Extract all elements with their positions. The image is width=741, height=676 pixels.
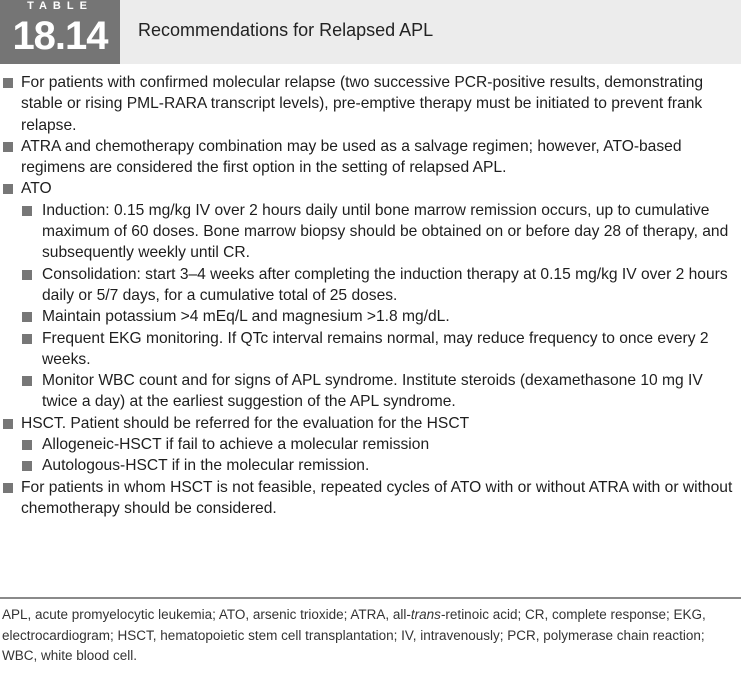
list-item-text: Autologous-HSCT if in the molecular remission. bbox=[42, 457, 370, 475]
list-item bbox=[0, 136, 741, 179]
list-item-text: Allogeneic-HSCT if fail to achieve a molecular remission bbox=[42, 436, 430, 454]
square-bullet-icon bbox=[22, 206, 32, 216]
list-item-text: Maintain potassium >4 mEq/L and magnesium >1.8 mg/dL. bbox=[42, 308, 450, 326]
list-item-text: Induction: 0.15 mg/kg IV over 2 hours daily until bone marrow remission occurs, up to cumulative maximum of 60 doses. Bone marrow biopsy should be obtained on or before day 28 of therapy, and subsequently weekly until CR. bbox=[42, 201, 729, 262]
square-bullet-icon bbox=[22, 312, 32, 322]
recommendation-list bbox=[0, 72, 741, 519]
footnote-text-end: -retinoic acid; CR, complete response; EKG, electrocardiogram; HSCT, hematopoietic stem cell transplantation; IV, intravenously; PCR, polymerase chain reaction; WBC, white blood cell. bbox=[2, 607, 706, 663]
list-item-text: HSCT. Patient should be referred for the evaluation for the HSCT bbox=[21, 414, 470, 432]
square-bullet-icon bbox=[3, 483, 13, 493]
table-number: 18.14 bbox=[12, 14, 108, 58]
sub-list-item bbox=[0, 200, 741, 264]
list-item-text: For patients with confirmed molecular relapse (two successive PCR-positive results, demonstrating stable or rising PML-RARA transcript levels), pre-emptive therapy must be initiated to prevent frank relapse. bbox=[21, 74, 704, 134]
square-bullet-icon bbox=[22, 440, 32, 450]
footnote-divider bbox=[0, 597, 741, 599]
table-title: Recommendations for Relapsed APL bbox=[138, 20, 434, 40]
table-label: TABLE bbox=[27, 0, 93, 12]
table-number-badge bbox=[0, 0, 120, 64]
sub-list-item bbox=[0, 328, 741, 371]
square-bullet-icon bbox=[3, 142, 13, 152]
table-header bbox=[0, 0, 741, 64]
list-item-text: Monitor WBC count and for signs of APL syndrome. Institute steroids (dexamethasone 10 mg IV twice a day) at the earliest suggestion of the APL syndrome. bbox=[42, 372, 703, 411]
square-bullet-icon bbox=[22, 461, 32, 471]
list-item-text: For patients in whom HSCT is not feasible, repeated cycles of ATO with or without ATRA with or without chemotherapy should be considered. bbox=[21, 478, 733, 517]
list-item-text: ATO bbox=[21, 180, 52, 198]
sub-list-item bbox=[0, 434, 741, 455]
list-item bbox=[0, 72, 741, 136]
square-bullet-icon bbox=[3, 419, 13, 429]
sub-list-item bbox=[0, 455, 741, 476]
list-item bbox=[0, 413, 741, 434]
list-item bbox=[0, 477, 741, 520]
abbreviations-footnote bbox=[2, 605, 738, 667]
square-bullet-icon bbox=[22, 270, 32, 280]
footnote-text-start: APL, acute promyelocytic leukemia; ATO, arsenic trioxide; ATRA, all- bbox=[2, 607, 411, 622]
sub-list-item bbox=[0, 306, 741, 327]
list-item-text: ATRA and chemotherapy combination may be used as a salvage regimen; however, ATO-based regimens are considered the first option in the setting of relapsed APL. bbox=[21, 137, 682, 177]
square-bullet-icon bbox=[3, 184, 13, 194]
sub-list-item bbox=[0, 264, 741, 307]
list-item-text: Consolidation: start 3–4 weeks after completing the induction therapy at 0.15 mg/kg IV over 2 hours daily or 5/7 days, for a cumulative total of 25 doses. bbox=[42, 265, 728, 304]
square-bullet-icon bbox=[22, 334, 32, 344]
list-item-text: Frequent EKG monitoring. If QTc interval remains normal, may reduce frequency to once every 2 weeks. bbox=[42, 329, 709, 368]
square-bullet-icon bbox=[22, 376, 32, 386]
sub-list-item bbox=[0, 370, 741, 413]
footnote-italic-text: trans bbox=[410, 607, 441, 622]
square-bullet-icon bbox=[3, 78, 13, 88]
list-item bbox=[0, 178, 741, 199]
